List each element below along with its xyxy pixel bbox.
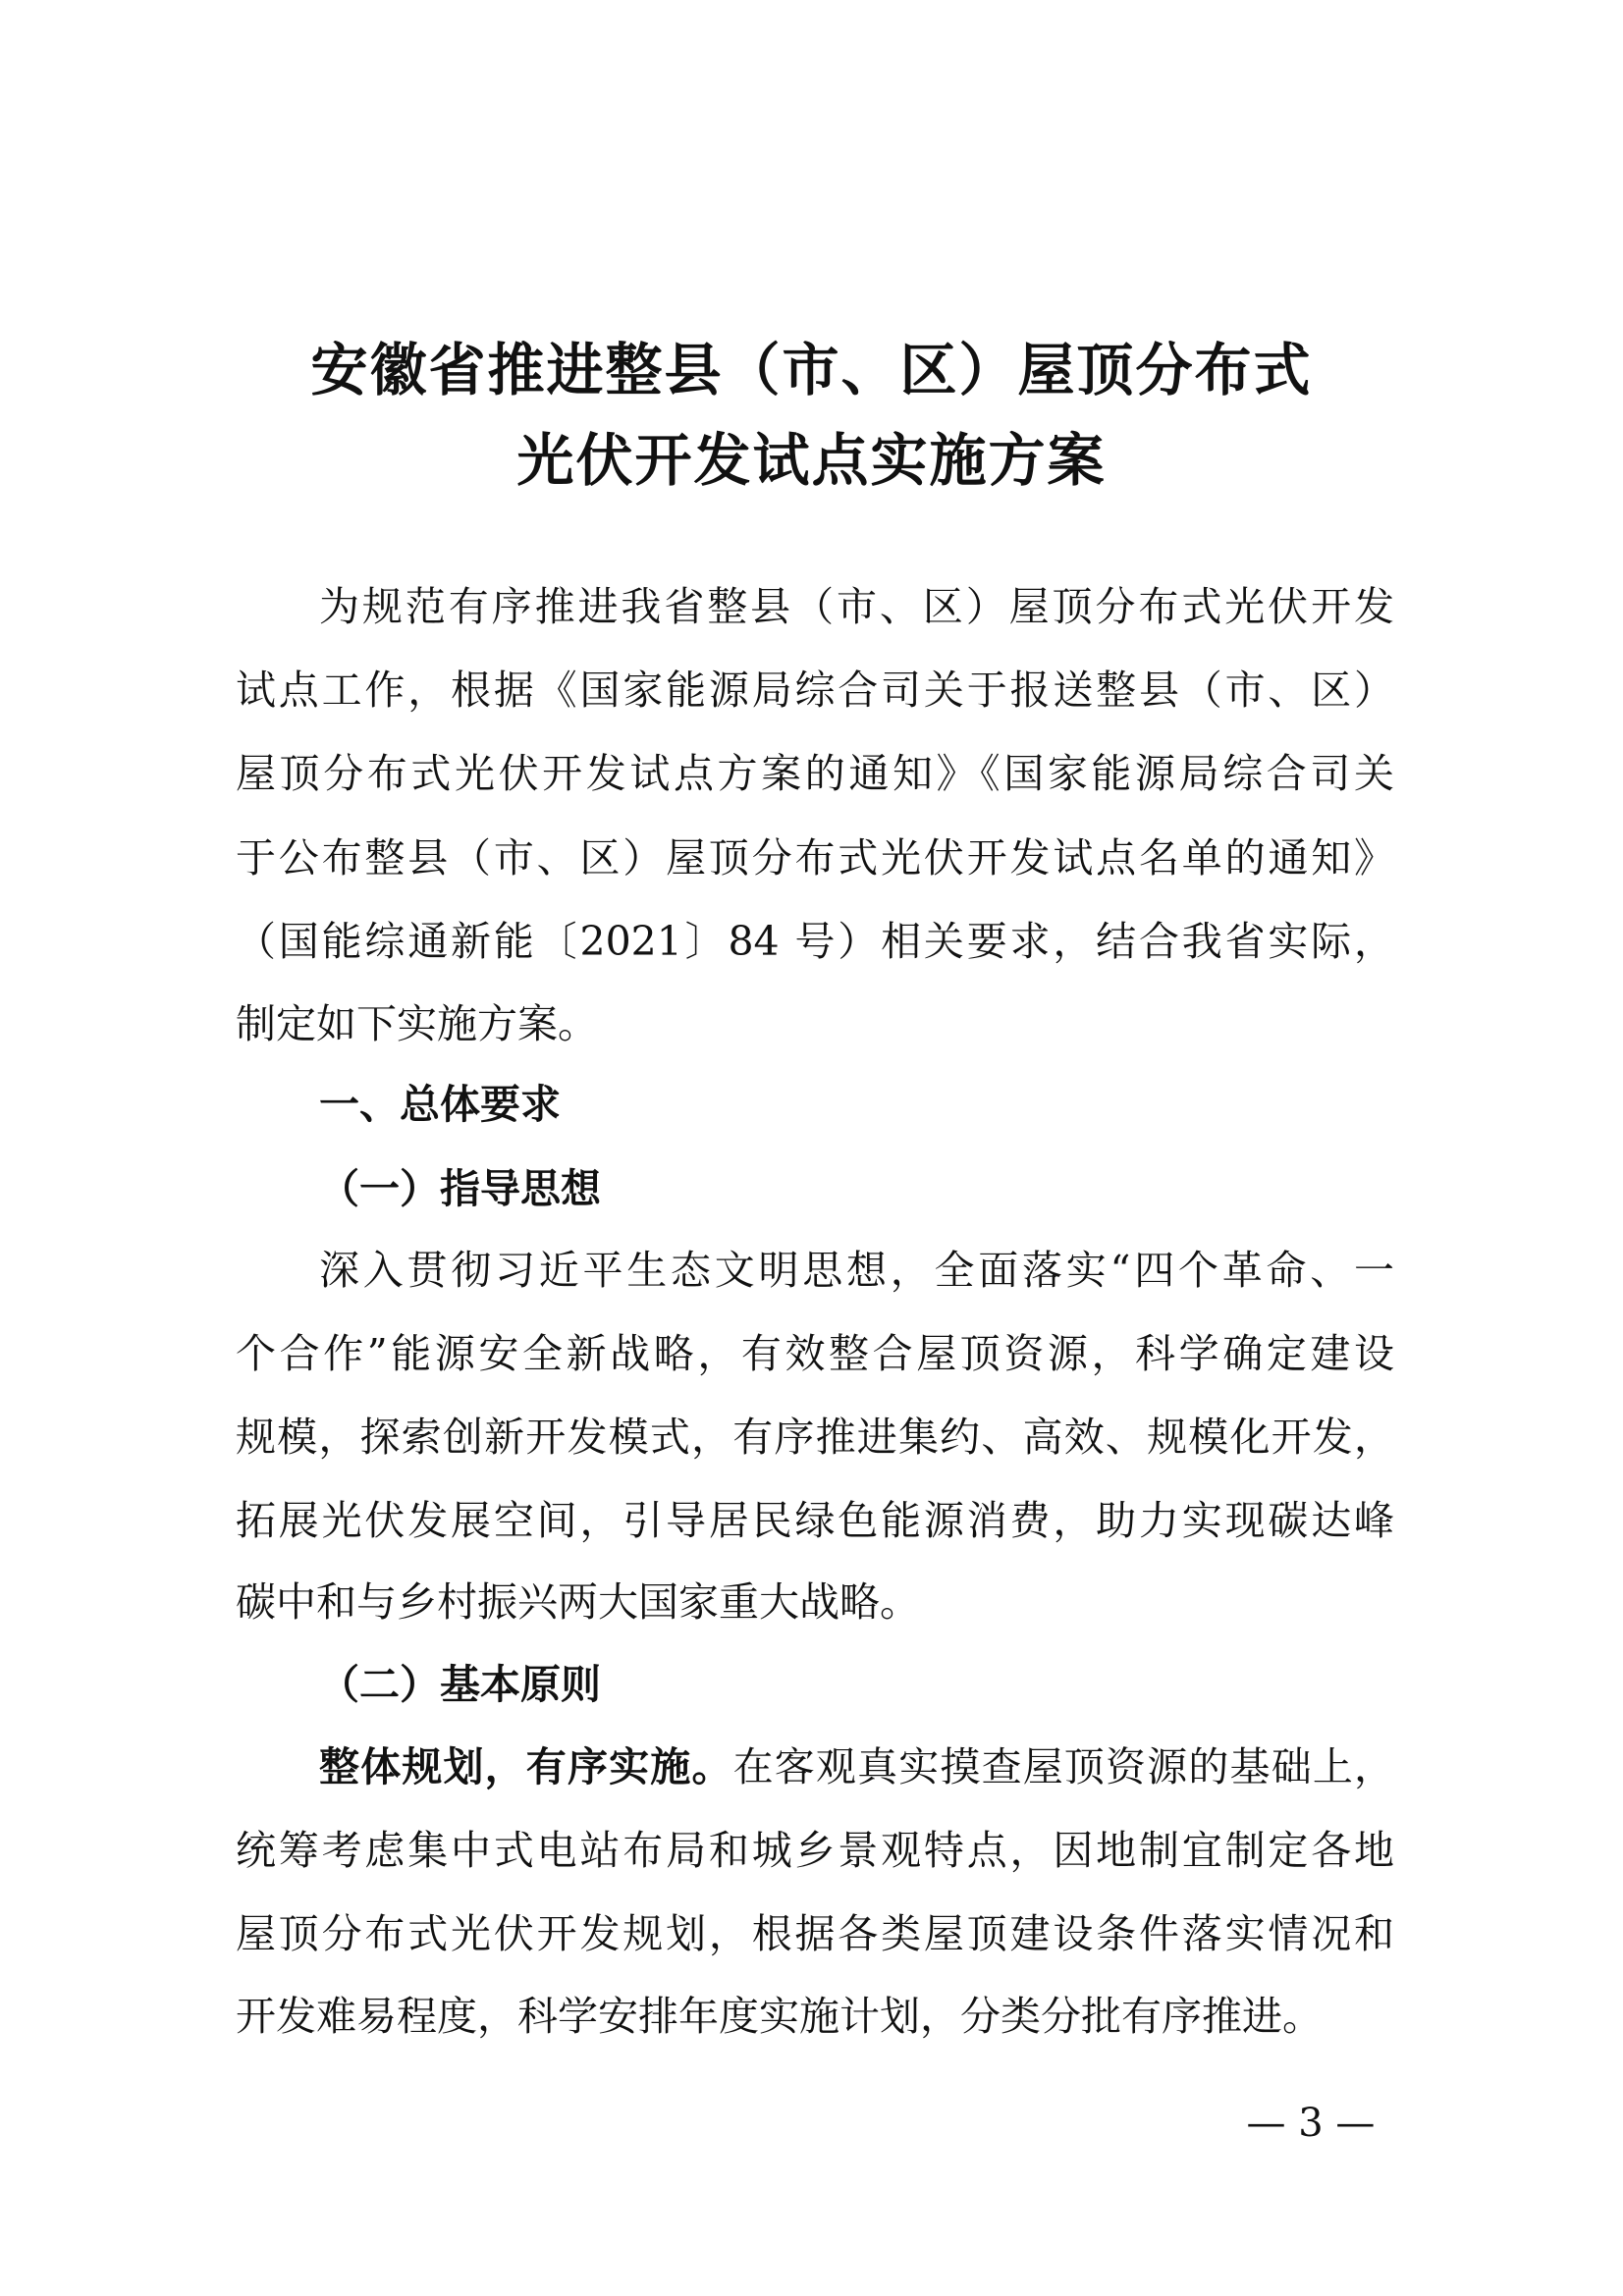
paragraph-line: 个合作”能源安全新战略，有效整合屋顶资源，科学确定建设 (236, 1330, 1394, 1377)
intro-line: 屋顶分布式光伏开发试点方案的通知》《国家能源局综合司关 (236, 750, 1394, 797)
intro-line: 于公布整县（市、区）屋顶分布式光伏开发试点名单的通知》 (236, 834, 1394, 881)
principle-lead: 整体规划，有序实施。 (319, 1743, 733, 1790)
intro-line: 制定如下实施方案。 (236, 1000, 598, 1047)
document-title-line-1: 安徽省推进整县（市、区）屋顶分布式 (310, 337, 1313, 403)
document-title-line-2: 光伏开发试点实施方案 (516, 427, 1107, 494)
section-heading: 一、总体要求 (319, 1081, 561, 1128)
paragraph-line: 规模，探索创新开发模式，有序推进集约、高效、规模化开发， (236, 1414, 1394, 1461)
paragraph-line: 开发难易程度，科学安排年度实施计划，分类分批有序推进。 (236, 1993, 1323, 2040)
intro-line: （国能综通新能〔2021〕84 号）相关要求，结合我省实际， (236, 918, 1394, 965)
principle-text: 在客观真实摸查屋顶资源的基础上， (732, 1743, 1395, 1790)
subsection-heading: （二）基本原则 (319, 1661, 601, 1708)
paragraph-line (319, 1739, 1394, 1794)
intro-line: 试点工作，根据《国家能源局综合司关于报送整县（市、区） (236, 667, 1394, 714)
paragraph-line: 拓展光伏发展空间，引导居民绿色能源消费，助力实现碳达峰 (236, 1497, 1394, 1544)
paragraph-line: 统筹考虑集中式电站布局和城乡景观特点，因地制宜制定各地 (236, 1827, 1394, 1874)
paragraph-line: 深入贯彻习近平生态文明思想，全面落实“四个革命、一 (319, 1247, 1394, 1294)
subsection-heading: （一）指导思想 (319, 1165, 601, 1212)
paragraph-line: 屋顶分布式光伏开发规划，根据各类屋顶建设条件落实情况和 (236, 1910, 1394, 1957)
intro-line: 为规范有序推进我省整县（市、区）屋顶分布式光伏开发 (319, 583, 1394, 630)
page-number: — 3 — (1246, 2101, 1376, 2146)
paragraph-line: 碳中和与乡村振兴两大国家重大战略。 (236, 1578, 920, 1626)
